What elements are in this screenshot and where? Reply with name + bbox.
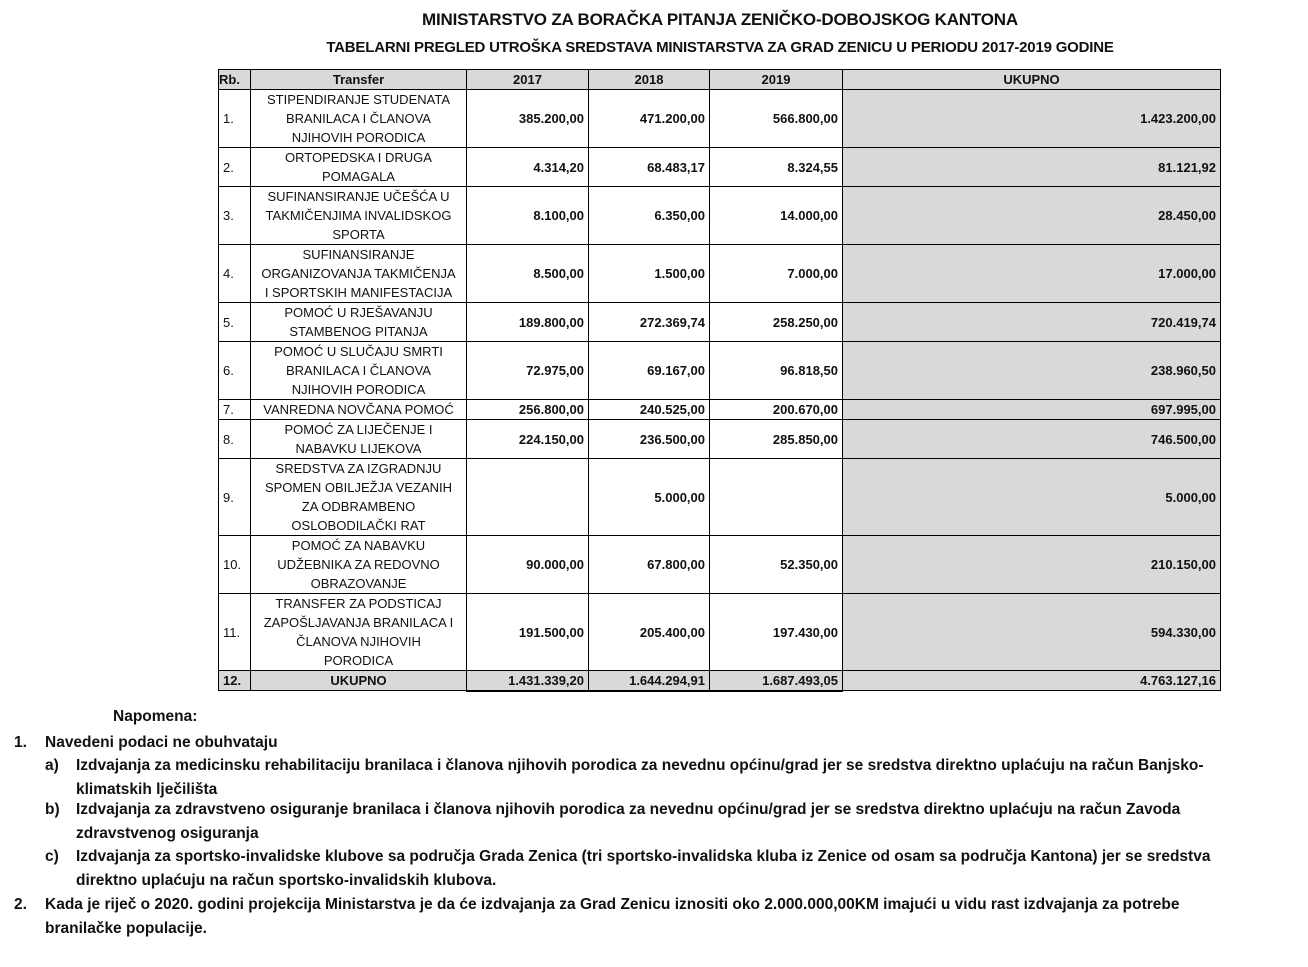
transfer-line: SPORTA (332, 227, 385, 242)
value-2019: 7.000,00 (710, 245, 843, 303)
value-2017: 189.800,00 (467, 303, 589, 342)
sum-2018: 1.644.294,91 (589, 671, 710, 691)
transfer-line: BRANILACA I ČLANOVA (286, 363, 431, 378)
value-total: 17.000,00 (843, 245, 1221, 303)
column-header-rb: Rb. (219, 70, 251, 90)
transfer-line: ZAPOŠLJAVANJA BRANILACA I (263, 615, 454, 630)
sum-2019: 1.687.493,05 (710, 671, 843, 691)
subitem-line: zdravstvenog osiguranja (76, 824, 259, 842)
value-2019 (710, 459, 843, 536)
value-2018: 6.350,00 (589, 187, 710, 245)
table-row (219, 594, 1221, 671)
value-2019: 258.250,00 (710, 303, 843, 342)
transfer-line: SUFINANSIRANJE (302, 247, 415, 262)
subitem-line: Izdvajanja za sportsko-invalidske klubove sa područja Grada Zenica (tri sportsko-invalidska kluba iz Zenice od osam sa područja Kantona) jer se sredstva (76, 848, 1211, 865)
value-2017: 4.314,20 (467, 148, 589, 187)
value-2019: 96.818,50 (710, 342, 843, 400)
transfer-line: TAKMIČENJIMA INVALIDSKOG (265, 208, 452, 223)
subitem-line: Izdvajanja za medicinsku rehabilitaciju branilaca i članova njihovih porodica za nevednu općinu/grad jer se sredstva direktno uplaćuju na račun Banjsko- (76, 757, 1204, 774)
value-total: 238.960,50 (843, 342, 1221, 400)
transfer-line: SPOMEN OBILJEŽJA VEZANIH (264, 480, 453, 495)
value-2018: 236.500,00 (589, 420, 710, 459)
row-number: 9. (219, 459, 251, 536)
table-row (219, 90, 1221, 148)
column-header-transfer: Transfer (251, 70, 467, 90)
transfer-line: TRANSFER ZA PODSTICAJ (275, 596, 442, 611)
value-total: 210.150,00 (843, 536, 1221, 594)
transfer-line: POMOĆ U RJEŠAVANJU (284, 305, 433, 320)
table-row (219, 400, 1221, 420)
row-number: 6. (219, 342, 251, 400)
subitem-line: klimatskih lječilišta (76, 780, 218, 798)
value-2018: 68.483,17 (589, 148, 710, 187)
column-header-2018: 2018 (589, 70, 710, 90)
document-title: MINISTARSTVO ZA BORAČKA PITANJA ZENIČKO-DOBOJSKOG KANTONA (422, 10, 1018, 29)
transfer-line: PORODICA (323, 653, 394, 668)
transfer-line: POMOĆ ZA NABAVKU (291, 538, 426, 553)
row-number: 8. (219, 420, 251, 459)
subitem-line: direktno uplaćuju na račun sportsko-invalidskih klubova. (76, 871, 497, 889)
value-2017: 256.800,00 (467, 400, 589, 420)
value-2019: 285.850,00 (710, 420, 843, 459)
row-number: 2. (219, 148, 251, 187)
note-text: Navedeni podaci ne obuhvataju (45, 734, 278, 751)
value-2018: 1.500,00 (589, 245, 710, 303)
total-label: UKUPNO (251, 671, 467, 691)
transfer-line: SUFINANSIRANJE UČEŠĆA U (267, 189, 450, 204)
transfer-line: POMAGALA (322, 169, 395, 184)
value-2018: 67.800,00 (589, 536, 710, 594)
note-text: Kada je riječ o 2020. godini projekcija Ministarstva je da će izdvajanja za Grad Zenicu iznositi oko 2.000.000,00KM imajući u vidu rast izdvajanja za potrebe (45, 896, 1180, 913)
table-row (219, 536, 1221, 594)
note-number: 2. (14, 896, 27, 913)
transfer-cell (251, 594, 467, 671)
value-2017: 191.500,00 (467, 594, 589, 671)
row-number: 11. (219, 594, 251, 671)
transfer-line: OBRAZOVANJE (310, 576, 407, 591)
value-2017: 8.500,00 (467, 245, 589, 303)
row-number: 7. (219, 400, 251, 420)
transfer-cell (251, 303, 467, 342)
transfer-line: NJIHOVIH PORODICA (291, 382, 426, 397)
row-number: 1. (219, 90, 251, 148)
transfer-line: UDŽEBNIKA ZA REDOVNO (277, 557, 440, 572)
value-total: 746.500,00 (843, 420, 1221, 459)
note-subitem-a (45, 754, 1285, 801)
value-total: 1.423.200,00 (843, 90, 1221, 148)
transfer-cell (251, 148, 467, 187)
note-subitem-c (45, 845, 1285, 892)
table-row (219, 459, 1221, 536)
note-number: 1. (14, 734, 27, 751)
transfer-line: POMOĆ ZA LIJEČENJE I (284, 422, 433, 437)
transfer-cell (251, 536, 467, 594)
value-total: 28.450,00 (843, 187, 1221, 245)
value-2018: 205.400,00 (589, 594, 710, 671)
transfer-cell (251, 187, 467, 245)
row-number: 4. (219, 245, 251, 303)
value-2018: 471.200,00 (589, 90, 710, 148)
value-total: 720.419,74 (843, 303, 1221, 342)
note-item-1 (14, 731, 278, 755)
transfer-cell (251, 90, 467, 148)
table-row (219, 187, 1221, 245)
note-item-2 (14, 893, 1294, 940)
transfer-line: SREDSTVA ZA IZGRADNJU (275, 461, 442, 476)
transfer-line: ORGANIZOVANJA TAKMIČENJA (261, 266, 456, 281)
table-row (219, 148, 1221, 187)
value-2018: 5.000,00 (589, 459, 710, 536)
value-total: 5.000,00 (843, 459, 1221, 536)
transfer-line: ORTOPEDSKA I DRUGA (285, 150, 432, 165)
note-text: branilačke populacije. (45, 919, 207, 937)
table-row (219, 420, 1221, 459)
value-2017: 90.000,00 (467, 536, 589, 594)
value-2018: 272.369,74 (589, 303, 710, 342)
row-number: 3. (219, 187, 251, 245)
grand-total: 4.763.127,16 (843, 671, 1221, 691)
row-number: 5. (219, 303, 251, 342)
value-2019: 197.430,00 (710, 594, 843, 671)
value-2019: 8.324,55 (710, 148, 843, 187)
subitem-label: c) (45, 848, 59, 865)
subitem-label: b) (45, 801, 60, 818)
transfer-line: NABAVKU LIJEKOVA (295, 441, 422, 456)
transfer-line: STAMBENOG PITANJA (289, 324, 428, 339)
subitem-label: a) (45, 757, 59, 774)
total-row (219, 671, 1221, 691)
value-total: 81.121,92 (843, 148, 1221, 187)
transfer-line: NJIHOVIH PORODICA (291, 130, 426, 145)
value-2018: 240.525,00 (589, 400, 710, 420)
row-number: 10. (219, 536, 251, 594)
row-number: 12. (219, 671, 251, 691)
transfer-line: I SPORTSKIH MANIFESTACIJA (264, 285, 453, 300)
notes-heading: Napomena: (113, 708, 198, 725)
column-header-2017: 2017 (467, 70, 589, 90)
column-header-2019: 2019 (710, 70, 843, 90)
value-total: 697.995,00 (843, 400, 1221, 420)
sum-2017: 1.431.339,20 (467, 671, 589, 691)
value-total: 594.330,00 (843, 594, 1221, 671)
transfer-line: BRANILACA I ČLANOVA (286, 111, 431, 126)
note-subitem-b (45, 798, 1285, 845)
table-header-row (219, 70, 1221, 90)
value-2017: 224.150,00 (467, 420, 589, 459)
transfer-cell (251, 400, 467, 420)
transfer-line: OSLOBODILAČKI RAT (291, 518, 426, 533)
transfer-cell (251, 342, 467, 400)
value-2019: 200.670,00 (710, 400, 843, 420)
column-header-ukupno: UKUPNO (843, 70, 1221, 90)
transfer-cell (251, 459, 467, 536)
value-2019: 566.800,00 (710, 90, 843, 148)
value-2017: 8.100,00 (467, 187, 589, 245)
value-2017 (467, 459, 589, 536)
value-2019: 52.350,00 (710, 536, 843, 594)
value-2019: 14.000,00 (710, 187, 843, 245)
transfer-cell (251, 245, 467, 303)
table-row (219, 303, 1221, 342)
expenditure-table (218, 69, 1221, 692)
transfer-line: ZA ODBRAMBENO (301, 499, 416, 514)
transfer-line: ČLANOVA NJIHOVIH (296, 634, 421, 649)
value-2017: 72.975,00 (467, 342, 589, 400)
value-2018: 69.167,00 (589, 342, 710, 400)
transfer-line: STIPENDIRANJE STUDENATA (267, 92, 450, 107)
transfer-line: VANREDNA NOVČANA POMOĆ (263, 402, 454, 417)
value-2017: 385.200,00 (467, 90, 589, 148)
subitem-line: Izdvajanja za zdravstveno osiguranje branilaca i članova njihovih porodica za nevednu općinu/grad jer se sredstva direktno uplaćuju na račun Zavoda (76, 801, 1181, 818)
document-subtitle: TABELARNI PREGLED UTROŠKA SREDSTAVA MINISTARSTVA ZA GRAD ZENICU U PERIODU 2017-2019 GODINE (326, 39, 1114, 56)
table-row (219, 245, 1221, 303)
table-row (219, 342, 1221, 400)
transfer-cell (251, 420, 467, 459)
transfer-line: POMOĆ U SLUČAJU SMRTI (274, 344, 443, 359)
